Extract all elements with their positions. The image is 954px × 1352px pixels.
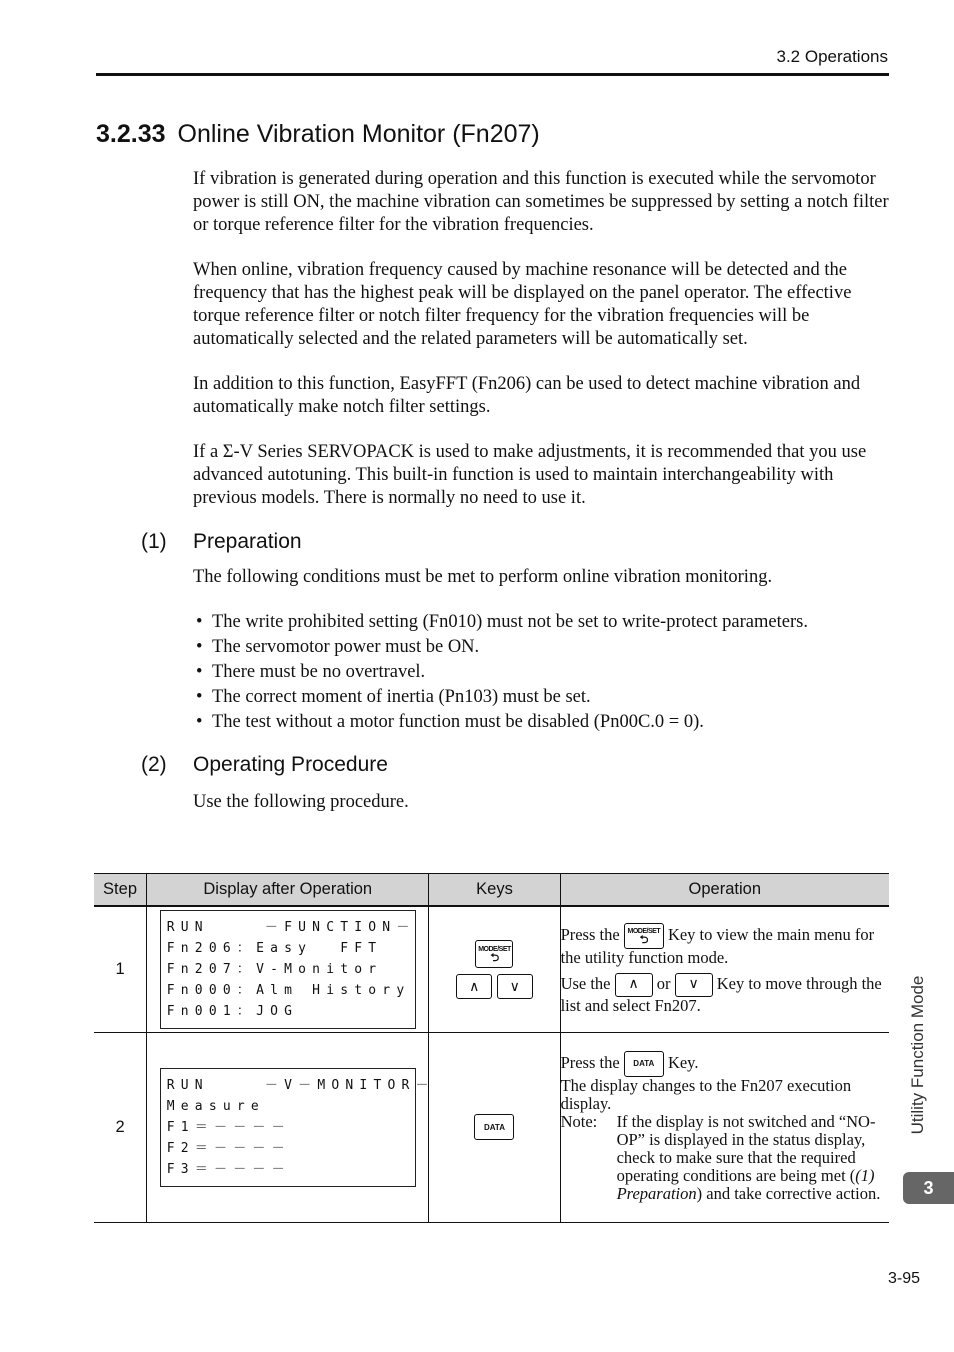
mode-set-key-icon: MODE/SET ⮌ bbox=[475, 940, 513, 968]
op-text: or bbox=[656, 974, 671, 994]
note-text: If the display is not switched and “NO-OP” is displayed in the status display, check to make sure that the required operating conditions are being met ((1) Preparation) and take corrective action. bbox=[616, 1112, 881, 1203]
down-key-icon: ∨ bbox=[675, 973, 713, 997]
intro-paragraph-3: In addition to this function, EasyFFT (Fn206) can be used to detect machine vibration and automatically make notch filter settings. bbox=[193, 374, 861, 417]
op-text: Key. bbox=[667, 1052, 699, 1072]
display-cell bbox=[147, 1032, 435, 1222]
data-key-icon: DATA bbox=[624, 1051, 664, 1077]
header-keys: Keys bbox=[429, 874, 560, 907]
section-title bbox=[96, 120, 540, 149]
intro-paragraph-4: If a Σ-V Series SERVOPACK is used to make adjustments, it is recommended that you use advanced autotuning. This built-in function is used to maintain interchangeability with previous models. There is normally no need to use it. bbox=[193, 442, 867, 508]
intro-paragraph-2: When online, vibration frequency caused by machine resonance will be detected and the frequency that has the highest peak will be displayed on the panel operator. The effective torque reference filter or notch filter frequency for the vibration frequencies will be automatically selected and the related parameters will be automatically set. bbox=[193, 260, 852, 349]
keys-cell bbox=[429, 1032, 560, 1222]
data-key-icon: DATA bbox=[474, 1114, 514, 1140]
lcd-line: Measure bbox=[166, 1098, 265, 1114]
section-title-text: Online Vibration Monitor (Fn207) bbox=[177, 120, 540, 148]
lcd-display bbox=[160, 1068, 435, 1187]
side-tab-label: Utility Function Mode bbox=[908, 975, 927, 1135]
keys-cell bbox=[429, 906, 560, 1032]
up-key-icon: ∧ bbox=[615, 973, 653, 997]
running-header: 3.2 Operations bbox=[776, 47, 888, 66]
op-text: Use the bbox=[560, 974, 611, 994]
up-key-icon: ∧ bbox=[456, 974, 492, 999]
subsection-preparation bbox=[141, 530, 302, 554]
table-row bbox=[94, 906, 889, 1032]
op-text: Key to view the main menu for the utility function mode. bbox=[560, 925, 875, 968]
chapter-tab: 3 bbox=[903, 1172, 954, 1204]
step-number: 1 bbox=[94, 906, 147, 1032]
mode-set-key-icon: MODE/SET ⮌ bbox=[624, 923, 664, 949]
note-label: Note: bbox=[560, 1112, 598, 1131]
operation-cell bbox=[560, 906, 889, 1032]
op-text: The display changes to the Fn207 execution display. bbox=[560, 1076, 852, 1113]
down-key-icon: ∨ bbox=[497, 974, 533, 999]
condition-list bbox=[196, 610, 808, 735]
page-number: 3-95 bbox=[887, 1270, 920, 1287]
note bbox=[561, 1113, 889, 1203]
table-row bbox=[94, 1032, 889, 1222]
lcd-display bbox=[160, 910, 416, 1029]
step-number: 2 bbox=[94, 1032, 147, 1222]
header-display: Display after Operation bbox=[147, 874, 429, 907]
lcd-line: F3＝－－－－ bbox=[166, 1161, 291, 1177]
header-rule bbox=[96, 73, 889, 76]
lcd-line: F2＝－－－－ bbox=[166, 1140, 291, 1156]
table-header-row bbox=[94, 874, 889, 907]
procedure-table bbox=[94, 873, 889, 1223]
lcd-line: F1＝－－－－ bbox=[166, 1119, 291, 1135]
subsection-title: Preparation bbox=[193, 530, 302, 553]
subsection-number: (1) bbox=[141, 530, 167, 553]
header-operation: Operation bbox=[560, 874, 889, 907]
op-text: Press the bbox=[560, 925, 620, 945]
op-text: Key to move through the list and select Fn207. bbox=[560, 974, 882, 1016]
operation-cell bbox=[560, 1032, 889, 1222]
list-item: • The test without a motor function must be disabled (Pn00C.0 = 0). bbox=[196, 710, 808, 735]
list-item: • The write prohibited setting (Fn010) must not be set to write-protect parameters. bbox=[196, 610, 808, 635]
lcd-line: Fn206：Easy FFT bbox=[166, 940, 383, 956]
procedure-intro: Use the following procedure. bbox=[193, 792, 409, 812]
lcd-line: Fn001：JOG bbox=[166, 1003, 299, 1019]
subsection-title: Operating Procedure bbox=[193, 753, 388, 776]
section-number: 3.2.33 bbox=[96, 120, 166, 148]
lcd-line: Fn000：Alm History bbox=[166, 982, 411, 998]
header-step: Step bbox=[94, 874, 147, 907]
list-item: • The correct moment of inertia (Pn103) must be set. bbox=[196, 685, 808, 710]
subsection-operating-procedure bbox=[141, 753, 388, 777]
note-reference: (1) Preparation bbox=[616, 1166, 875, 1203]
subsection-number: (2) bbox=[141, 753, 167, 776]
op-text: Press the bbox=[560, 1052, 620, 1072]
intro-paragraph-1: If vibration is generated during operation and this function is executed while the servomotor power is still ON, the machine vibration can sometimes be suppressed by setting a notch filter or torque reference filter for the vibration frequencies. bbox=[193, 169, 889, 235]
preparation-intro: The following conditions must be met to perform online vibration monitoring. bbox=[193, 567, 773, 587]
lcd-line: RUN －FUNCTION－ bbox=[166, 919, 416, 935]
lcd-line: Fn207：V-Monitor bbox=[166, 961, 383, 977]
display-cell bbox=[147, 906, 429, 1032]
list-item: • The servomotor power must be ON. bbox=[196, 635, 808, 660]
lcd-line: RUN －V－MONITOR－ bbox=[166, 1077, 435, 1093]
list-item: • There must be no overtravel. bbox=[196, 660, 808, 685]
